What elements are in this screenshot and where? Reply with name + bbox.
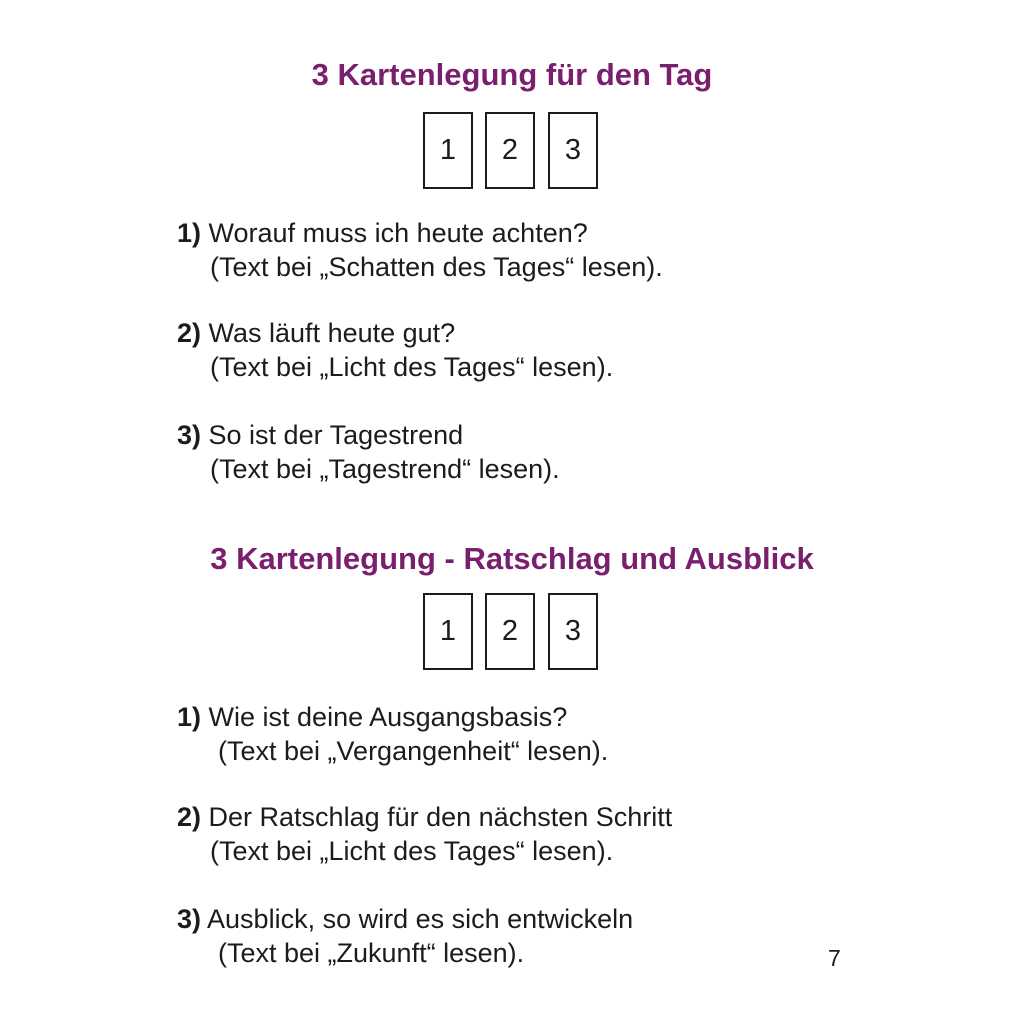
page-number: 7: [828, 945, 841, 971]
item-note: (Text bei „Zukunft“ lesen).: [218, 938, 525, 968]
card-position-1: 1: [423, 112, 473, 189]
item-number: 2): [177, 802, 202, 832]
item-question: Ausblick, so wird es sich entwickeln: [207, 904, 634, 934]
item-question: Was läuft heute gut?: [208, 318, 456, 348]
section-1-item-1: [177, 216, 663, 284]
card-position-3: 3: [548, 593, 598, 670]
section-2-item-2: [177, 800, 672, 868]
item-note: (Text bei „Licht des Tages“ lesen).: [210, 836, 614, 866]
section-2-title: 3 Kartenlegung - Ratschlag und Ausblick: [210, 541, 814, 576]
section-1-card-layout: [423, 112, 603, 192]
section-1-title: 3 Kartenlegung für den Tag: [311, 57, 713, 92]
item-question: Worauf muss ich heute achten?: [208, 218, 588, 248]
item-number: 1): [177, 218, 202, 248]
item-note: (Text bei „Tagestrend“ lesen).: [210, 454, 560, 484]
card-position-3: 3: [548, 112, 598, 189]
card-position-1: 1: [423, 593, 473, 670]
section-1-item-3: [177, 418, 560, 486]
item-note: (Text bei „Schatten des Tages“ lesen).: [210, 252, 663, 282]
item-number: 1): [177, 702, 202, 732]
item-note: (Text bei „Vergangenheit“ lesen).: [218, 736, 609, 766]
item-number: 3): [177, 420, 202, 450]
card-position-2: 2: [485, 593, 535, 670]
section-2-card-layout: [423, 593, 603, 673]
item-number: 2): [177, 318, 202, 348]
item-question: Wie ist deine Ausgangsbasis?: [208, 702, 568, 732]
section-2-item-3: [177, 902, 633, 970]
section-1-item-2: [177, 316, 613, 384]
item-question: So ist der Tagestrend: [208, 420, 464, 450]
item-note: (Text bei „Licht des Tages“ lesen).: [210, 352, 614, 382]
item-question: Der Ratschlag für den nächsten Schritt: [208, 802, 673, 832]
item-number: 3): [177, 904, 202, 934]
card-position-2: 2: [485, 112, 535, 189]
section-2-item-1: [177, 700, 608, 768]
